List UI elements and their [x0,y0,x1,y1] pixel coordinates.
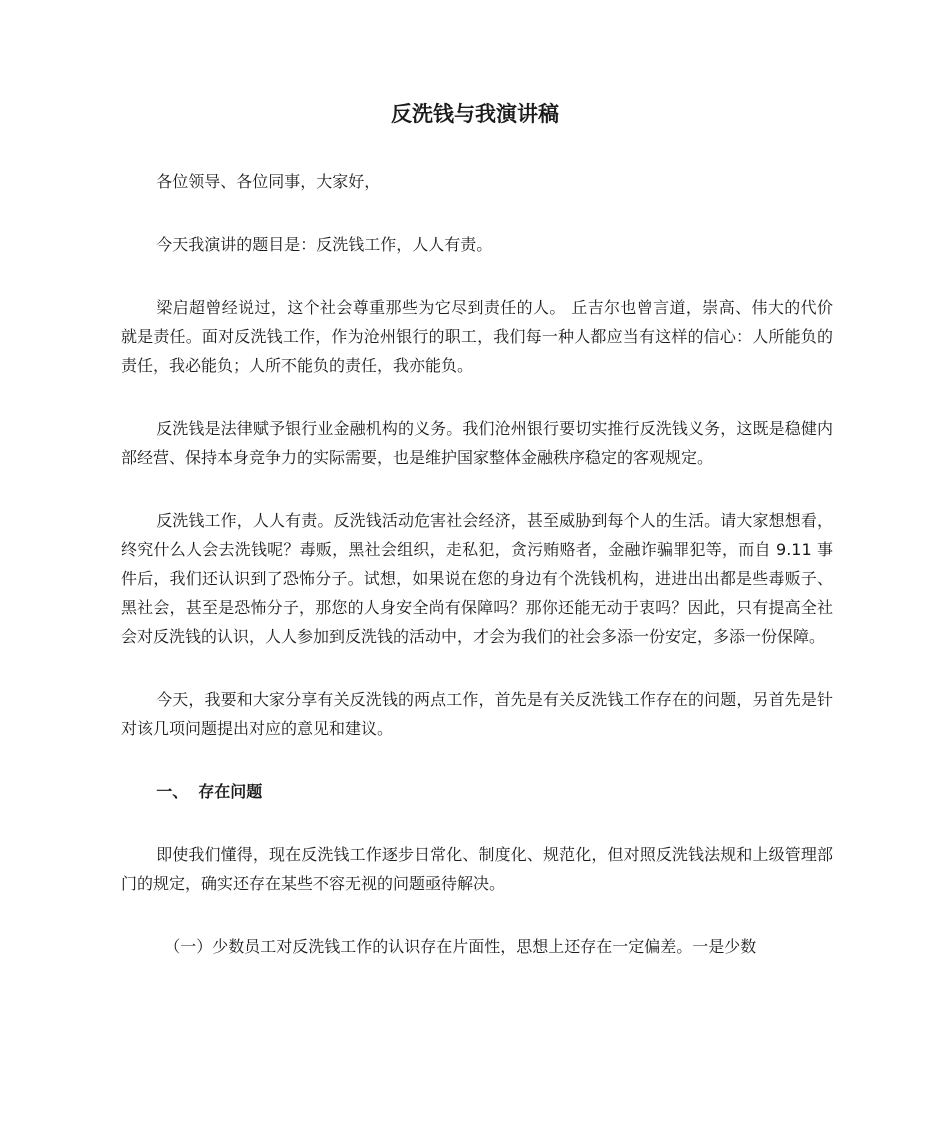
paragraph-existing-problems: 即使我们懂得，现在反洗钱工作逐步日常化、制度化、规范化，但对照反洗钱法规和上级管理部门的规定，确实还存在某些不容无视的问题亟待解决。 [121,845,833,893]
document-body [121,167,833,995]
paragraph-outline: 今天，我要和大家分享有关反洗钱的两点工作，首先是有关反洗钱工作存在的问题，另首先是针对该几项问题提出对应的意见和建议。 [121,690,833,738]
paragraph-responsibility-quotes: 梁启超曾经说过，这个社会尊重那些为它尽到责任的人。 丘吉尔也曾言道，崇高、伟大的代价就是责任。面对反洗钱工作，作为沧州银行的职工，我们每一种人都应当有这样的信心：人所能负的责任，我必能负；人所不能负的责任，我亦能负。 [121,298,833,375]
section-heading-text: 存在问题 [198,782,263,801]
section-heading [121,777,833,806]
paragraph-subpoint-1: （一）少数员工对反洗钱工作的认识存在片面性，思想上还存在一定偏差。一是少数 [164,937,757,956]
paragraph-legal-obligation: 反洗钱是法律赋予银行业金融机构的义务。我们沧州银行要切实推行反洗钱义务，这既是稳健内部经营、保持本身竞争力的实际需要，也是维护国家整体金融秩序稳定的客观规定。 [121,419,833,467]
paragraph-greeting: 各位领导、各位同事，大家好， [156,172,381,191]
document-title: 反洗钱与我演讲稿 [391,102,559,126]
paragraph-topic: 今天我演讲的题目是：反洗钱工作，人人有责。 [156,235,493,254]
section-heading-number: 一、 [156,782,189,801]
paragraph-everyone-responsible: 反洗钱工作，人人有责。反洗钱活动危害社会经济，甚至威胁到每个人的生活。请大家想想看，终究什么人会去洗钱呢？毒贩，黑社会组织，走私犯，贪污贿赂者，金融诈骗罪犯等，而自 9.11 事件后，我们还认识到了恐怖分子。试想，如果说在您的身边有个洗钱机构，进进出出都是些毒贩子、黑社会，甚至是恐怖分子，那您的人身安全尚有保障吗？那你还能无动于衷吗？因此，只有提高全社会对反洗钱的认识，人人参加到反洗钱的活动中，才会为我们的社会多添一份安定，多添一份保障。 [121,511,833,646]
